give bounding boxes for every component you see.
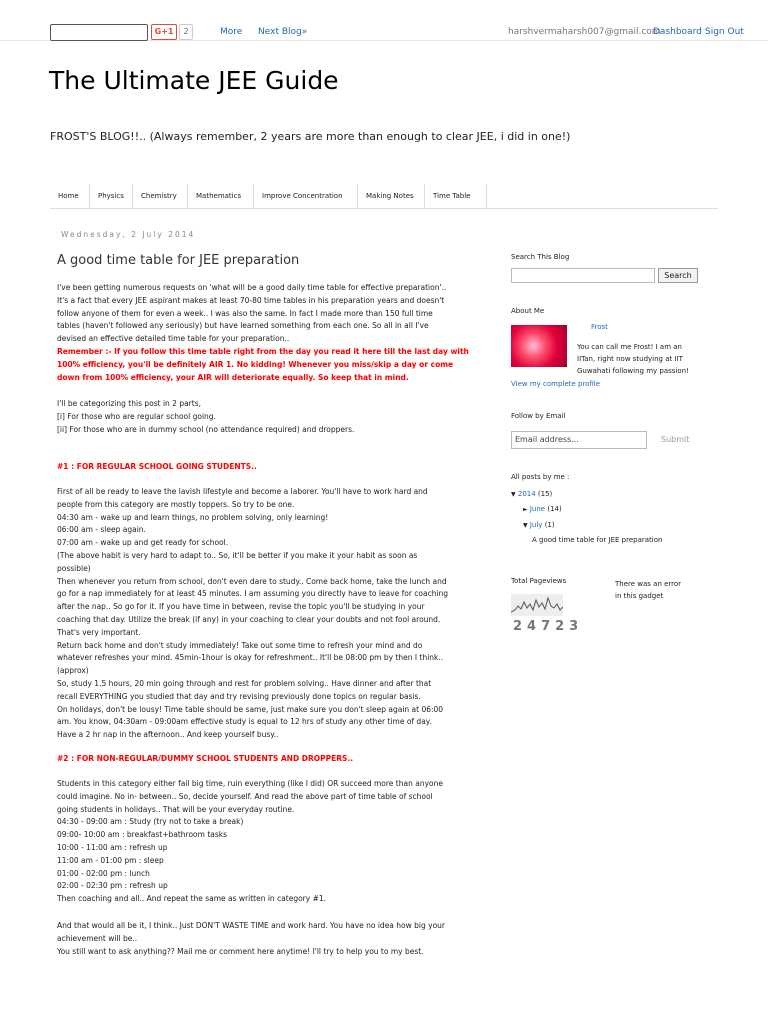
tab-improve-concentration[interactable]: Improve Concentration [254,184,358,208]
paragraph-line: 01:00 - 02:00 pm : lunch [57,868,150,878]
blogger-navbar [0,0,768,41]
blog-description: FROST'S BLOG!!.. (Always remember, 2 years are more than enough to clear JEE, i did in one!) [50,130,571,143]
next-blog-link[interactable]: Next Blog» [258,27,308,37]
archive-july-count: (1) [544,521,555,529]
expand-down-icon[interactable]: ▼ [523,522,528,529]
archive-heading: All posts by me : [511,473,570,481]
paragraph-line: (approx) [57,666,89,676]
paragraph-line: am. You know, 04:30am - 09:00am effective study is equal to 12 hrs of study any other time of day. [57,717,432,727]
post-title[interactable]: A good time table for JEE preparation [57,253,300,268]
post-parts [57,398,477,436]
archive-year-link[interactable]: 2014 [517,490,536,498]
paragraph-line: 06:00 am - sleep again. [57,525,146,535]
search-heading: Search This Blog [511,253,570,261]
paragraph-line: [ii] For those who are in dummy school (no attendance required) and droppers. [57,424,355,434]
archive-post-link[interactable]: A good time table for JEE preparation [532,536,663,544]
submit-button[interactable]: Submit [661,435,690,444]
author-name-link[interactable]: Frost [591,323,608,331]
search-button[interactable]: Search [658,268,698,283]
tab-chemistry[interactable]: Chemistry [133,184,188,208]
paragraph-line: 04:30 am - wake up and learn things, no problem solving, only learning! [57,512,329,522]
paragraph-line: On holidays, don't be lousy! Time table should be same, just make sure you don't sleep again at 06:00 [57,704,444,714]
tab-physics[interactable]: Physics [90,184,133,208]
paragraph-line: I'll be categorizing this post in 2 parts, [57,399,201,408]
paragraph-line: I've been getting numerous requests on 'what will be a good daily time table for effective preparation'.. [57,283,447,292]
paragraph-line: go for a nap immediately for at least 45 minutes. I am assuming you directly have to leave for coaching [57,589,449,599]
bio-line: IITan, right now studying at IIT [577,355,683,363]
gplus-button[interactable]: G+1 [151,24,177,40]
paragraph-line: going students in holidays.. That will be your everyday routine. [57,804,295,814]
paragraph-line: devised an effective detailed time table for your preparation.. [57,334,290,344]
pageviews-sparkline [511,594,563,616]
post-closing [57,920,477,958]
paragraph-line: 11:00 am - 01:00 pm : sleep [57,855,164,865]
paragraph-line: [i] For those who are regular school going. [57,411,216,421]
expand-right-icon[interactable]: ► [523,506,528,513]
tab-time-table[interactable]: Time Table [425,184,487,208]
paragraph-line: First of all be ready to leave the lavish lifestyle and become a laborer. You'll have to work hard and [57,487,428,496]
paragraph-line: could imagine. No in- between.. So, decide yourself. And read the above part of time table of school [57,791,433,801]
about-heading: About Me [511,307,545,315]
pageviews-heading: Total Pageviews [511,577,567,585]
dashboard-link[interactable]: Dashboard [653,27,702,37]
tab-mathematics[interactable]: Mathematics [188,184,254,208]
paragraph-line: follow anyone of them for even a week.. I was also the same. In fact I made more than 150 full time [57,308,433,318]
more-link[interactable]: More [220,27,243,37]
paragraph-line: 09:00- 10:00 am : breakfast+bathroom tasks [57,830,228,840]
post-date: Wednesday, 2 July 2014 [61,230,196,239]
follow-email-input[interactable]: Email address... [511,431,647,449]
sign-out-link[interactable]: Sign Out [705,27,744,37]
paragraph-line: Students in this category either fail big time, ruin everything (like I did) OR succeed more than anyone [57,779,443,788]
paragraph-line: after the nap.. So go for it. If you have time in between, revise the topic you'll be studying in your [57,602,425,612]
blog-search-input[interactable] [511,268,655,283]
paragraph-line: Then whenever you return from school, don't even dare to study.. Come back home, take the lunch and [57,576,447,586]
paragraph-line: whatever refreshes your mind. 45min-1hour is okay for refreshment.. It'll be 08:00 pm by then I think.. [57,653,444,663]
archive-june-count: (14) [547,505,562,513]
paragraph-line: That's very important. [57,627,141,637]
paragraph-line: It's a fact that every JEE aspirant makes at least 70-80 time tables in his preparation years and doesn't [57,295,445,305]
follow-heading: Follow by Email [511,412,566,420]
gadget-error [615,578,681,602]
remember-note: down from 100% efficiency, your AIR will deteriorate equally. So keep that in mind. [57,372,409,382]
paragraph-line: Return back home and don't study immediately! Take out some time to refresh your mind and do [57,640,423,650]
paragraph-line: 04:30 - 09:00 am : Study (try not to take a break) [57,817,244,827]
section1-body [57,486,477,742]
pages-nav [50,183,718,209]
paragraph-line: possible) [57,563,91,573]
navbar-search-input[interactable] [50,24,148,41]
archive-year-count: (15) [537,490,553,498]
paragraph-line: 10:00 - 11:00 am : refresh up [57,842,168,852]
paragraph-line: You still want to ask anything?? Mail me or comment here anytime! I'll try to help you to my best. [57,946,424,956]
paragraph-line: people from this category are mostly toppers. So try to be one. [57,499,295,509]
paragraph-line: 02:00 - 02:30 pm : refresh up [57,881,168,891]
paragraph-line: recall EVERYTHING you studied that day and try revising previously done topics on regular basis. [57,691,421,701]
error-line: There was an error [615,580,682,588]
paragraph-line: tables (haven't followed any seriously) but have learned something from each one. So all in all I've [57,321,429,331]
bio-line: You can call me Frost! I am an [577,343,682,351]
archive-july-link[interactable]: July [529,521,543,529]
author-bio [577,341,689,377]
paragraph-line: Then coaching and all.. And repeat the same as written in category #1. [57,894,327,904]
error-line: in this gadget [615,592,664,600]
pageviews-count: 24723 [513,619,584,634]
archive-month-july[interactable] [523,521,555,529]
paragraph-line: Have a 2 hr nap in the afternoon.. And keep yourself busy.. [57,730,279,740]
paragraph-line: 07:00 am - wake up and get ready for school. [57,538,229,548]
paragraph-line: So, study 1.5 hours, 20 min going through and rest for problem solving.. Have dinner and after that [57,678,432,688]
remember-note: Remember :- If you follow this time table right from the day you read it here till the last day with [57,346,469,356]
remember-note: 100% efficiency, you'll be definitely AIR 1. No kidding! Whenever you miss/skip a day or come [57,359,454,369]
section2-heading: #2 : FOR NON-REGULAR/DUMMY SCHOOL STUDENTS AND DROPPERS.. [57,754,354,763]
post-intro [57,282,477,384]
tab-making-notes[interactable]: Making Notes [358,184,425,208]
paragraph-line: And that would all be it, I think.. Just DON'T WASTE TIME and work hard. You have no idea how big your [57,921,446,930]
archive-month-june[interactable] [523,505,562,513]
tab-home[interactable]: Home [50,184,90,208]
blog-title[interactable]: The Ultimate JEE Guide [49,66,339,95]
user-email: harshvermaharsh007@gmail.com [508,27,661,37]
paragraph-line: coaching that day. Utilize the break (if any) in your coaching to clear your doubts and not fool around. [57,614,441,624]
section1-heading: #1 : FOR REGULAR SCHOOL GOING STUDENTS.. [57,462,257,471]
author-avatar[interactable] [511,325,567,367]
gplus-count: 2 [179,24,193,40]
view-profile-link[interactable]: View my complete profile [511,380,601,388]
expand-down-icon[interactable]: ▼ [511,491,516,498]
section2-body [57,778,477,906]
paragraph-line: (The above habit is very hard to adapt to.. So, it'll be better if you make it your habit as soon as [57,550,418,560]
archive-june-link[interactable]: June [529,505,546,513]
sparkline-svg [511,594,563,616]
paragraph-line: achievement will be.. [57,933,138,943]
archive-year[interactable] [511,490,552,498]
bio-line: Guwahati following my passion! [577,367,689,375]
